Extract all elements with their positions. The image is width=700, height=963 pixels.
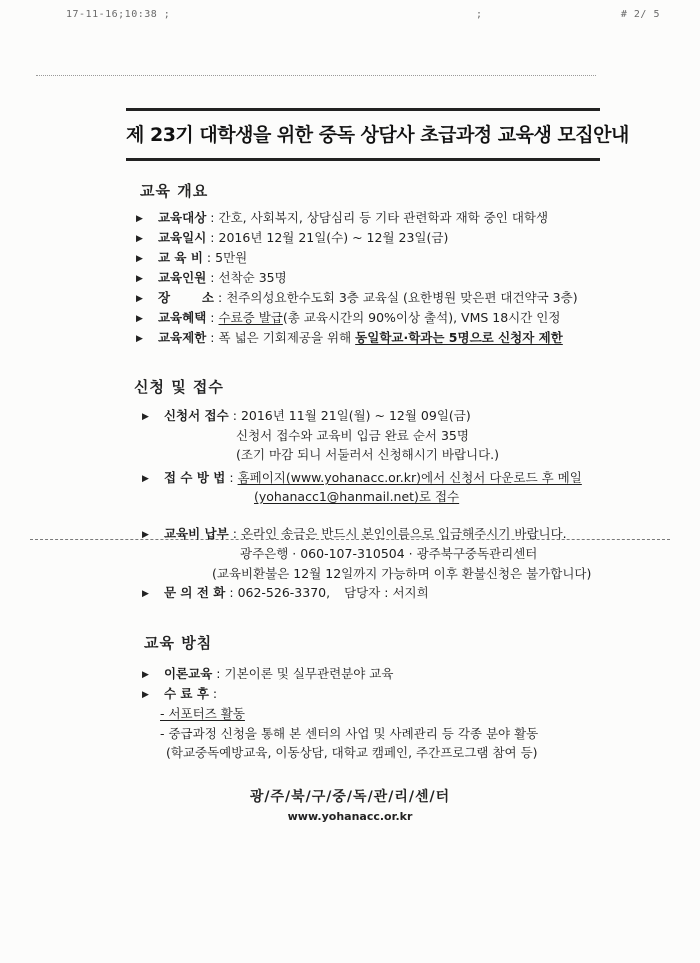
- row-label: 문 의 전 화: [163, 585, 226, 600]
- row-label: 교육인원: [157, 270, 207, 285]
- title-bottom-rule: [126, 158, 600, 161]
- row-label: 신청서 접수: [163, 408, 229, 423]
- organization-name: 광/주/북/구/중/독/관/리/센/터: [249, 789, 451, 805]
- payment-bank-line: 광주은행 · 060-107-310504 · 광주북구중독관리센터: [240, 546, 538, 561]
- application-heading: 신청 및 접수: [134, 378, 224, 396]
- overview-row-target: ▶ 교육대상 : 간호, 사회복지, 상담심리 등 기타 관련학과 재학 중인 대학생: [136, 210, 549, 225]
- row-label: 수 료 후: [163, 686, 209, 701]
- application-row-method: ▶ 접 수 방 법 : 홈페이지(www.yohanacc.or.kr)에서 신청서 다운로드 후 메일: [142, 470, 582, 485]
- row-value: 기본이론 및 실무관련분야 교육: [224, 666, 394, 681]
- overview-row-location: ▶ 장 소 : 천주의성요한수도회 3층 교육실 (요한병원 맞은편 대건약국 3층): [136, 290, 578, 305]
- fax-separator: ;: [476, 9, 483, 20]
- triangle-bullet-icon: ▶: [136, 254, 143, 264]
- policy-heading: 교육 방침: [144, 634, 213, 652]
- row-value: 2016년 12월 21일(수) ~ 12월 23일(금): [218, 230, 449, 245]
- triangle-bullet-icon: ▶: [136, 294, 143, 304]
- payment-refund-line: (교육비환불은 12월 12일까지 가능하며 이후 환불신청은 불가합니다): [212, 566, 592, 581]
- row-value: 천주의성요한수도회 3층 교육실 (요한병원 맞은편 대건약국 3층): [226, 290, 578, 305]
- document-title: 제 23기 대학생을 위한 중독 상담사 초급과정 교육생 모집안내: [126, 124, 629, 146]
- method-detail: 홈페이지(www.yohanacc.or.kr)에서 신청서 다운로드 후 메일: [237, 470, 582, 485]
- policy-row-after: ▶ 수 료 후 :: [142, 686, 218, 701]
- overview-row-limit: ▶ 교육제한 : 폭 넓은 기회제공을 위해 동일학교·학과는 5명으로 신청자 제한: [136, 330, 563, 345]
- triangle-bullet-icon: ▶: [142, 589, 149, 599]
- row-label: 교 육 비: [157, 250, 203, 265]
- application-row-receipt: ▶ 신청서 접수 : 2016년 11월 21일(월) ~ 12월 09일(금): [142, 408, 471, 423]
- overview-row-benefit: ▶ 교육혜택 : 수료증 발급(총 교육시간의 90%이상 출석), VMS 18시간 인정: [136, 310, 561, 325]
- fax-page-count: # 2/ 5: [620, 9, 660, 20]
- row-label: 교육비 납부: [163, 526, 229, 541]
- activity-examples: (학교중독예방교육, 이동상담, 대학교 캠페인, 주간프로그램 참여 등): [166, 745, 538, 760]
- row-value: 폭 넓은 기회제공을 위해: [218, 330, 356, 345]
- method-email-line: (yohanacc1@hanmail.net)로 접수: [254, 489, 460, 504]
- row-value: 온라인 송금은 반드시 본인이름으로 입금해주시기 바랍니다.: [240, 526, 567, 541]
- contact-phone: 062-526-3370,: [237, 585, 331, 600]
- policy-row-theory: ▶ 이론교육 : 기본이론 및 실무관련분야 교육: [142, 666, 394, 681]
- triangle-bullet-icon: ▶: [136, 334, 143, 344]
- row-label: 교육제한: [157, 330, 207, 345]
- row-value: 2016년 11월 21일(월) ~ 12월 09일(금): [240, 408, 471, 423]
- row-value: 간호, 사회복지, 상담심리 등 기타 관련학과 재학 중인 대학생: [218, 210, 549, 225]
- row-value: (총 교육시간의 90%이상 출석), VMS 18시간 인정: [282, 310, 561, 325]
- fax-timestamp: 17-11-16;10:38 ;: [66, 9, 171, 20]
- scan-artifact-line: [36, 75, 596, 77]
- overview-row-capacity: ▶ 교육인원 : 선착순 35명: [136, 270, 287, 285]
- row-label: 교육대상: [157, 210, 207, 225]
- row-value: 선착순 35명: [218, 270, 287, 285]
- triangle-bullet-icon: ▶: [136, 214, 143, 224]
- triangle-bullet-icon: ▶: [142, 690, 149, 700]
- overview-row-fee: ▶ 교 육 비 : 5만원: [136, 250, 248, 265]
- row-label: 접 수 방 법: [163, 470, 226, 485]
- triangle-bullet-icon: ▶: [136, 274, 143, 284]
- overview-row-date: ▶ 교육일시 : 2016년 12월 21일(수) ~ 12월 23일(금): [136, 230, 449, 245]
- row-label: 장 소: [157, 290, 214, 305]
- receipt-detail-note: (조기 마감 되니 서둘러서 신청해시기 바랍니다.): [236, 447, 500, 462]
- organization-website: www.yohanacc.or.kr: [287, 810, 413, 823]
- triangle-bullet-icon: ▶: [136, 234, 143, 244]
- triangle-bullet-icon: ▶: [142, 474, 149, 484]
- contact-manager: 담당자 : 서지희: [344, 585, 429, 600]
- certificate-note: 수료증 발급: [218, 310, 283, 325]
- row-label: 교육일시: [157, 230, 207, 245]
- supporters-activity: - 서포터즈 활동: [160, 706, 245, 721]
- application-row-contact: ▶ 문 의 전 화 : 062-526-3370, 담당자 : 서지희: [142, 585, 429, 600]
- application-row-payment: ▶ 교육비 납부 : 온라인 송금은 반드시 본인이름으로 입금해주시기 바랍니다.: [142, 526, 567, 541]
- triangle-bullet-icon: ▶: [142, 412, 149, 422]
- fax-transmission-header: [66, 9, 660, 25]
- row-value: 5만원: [215, 250, 248, 265]
- intermediate-course-note: - 중급과정 신청을 통해 본 센터의 사업 및 사례관리 등 각종 분야 활동: [160, 726, 539, 741]
- triangle-bullet-icon: ▶: [136, 314, 143, 324]
- triangle-bullet-icon: ▶: [142, 530, 149, 540]
- overview-heading: 교육 개요: [140, 182, 209, 200]
- title-top-rule: [126, 108, 600, 111]
- receipt-detail-line: 신청서 접수와 교육비 입금 완료 순서 35명: [236, 428, 469, 443]
- row-label: 이론교육: [163, 666, 213, 681]
- limit-note: 동일학교·학과는 5명으로 신청자 제한: [355, 330, 563, 345]
- triangle-bullet-icon: ▶: [142, 670, 149, 680]
- row-label: 교육혜택: [157, 310, 207, 325]
